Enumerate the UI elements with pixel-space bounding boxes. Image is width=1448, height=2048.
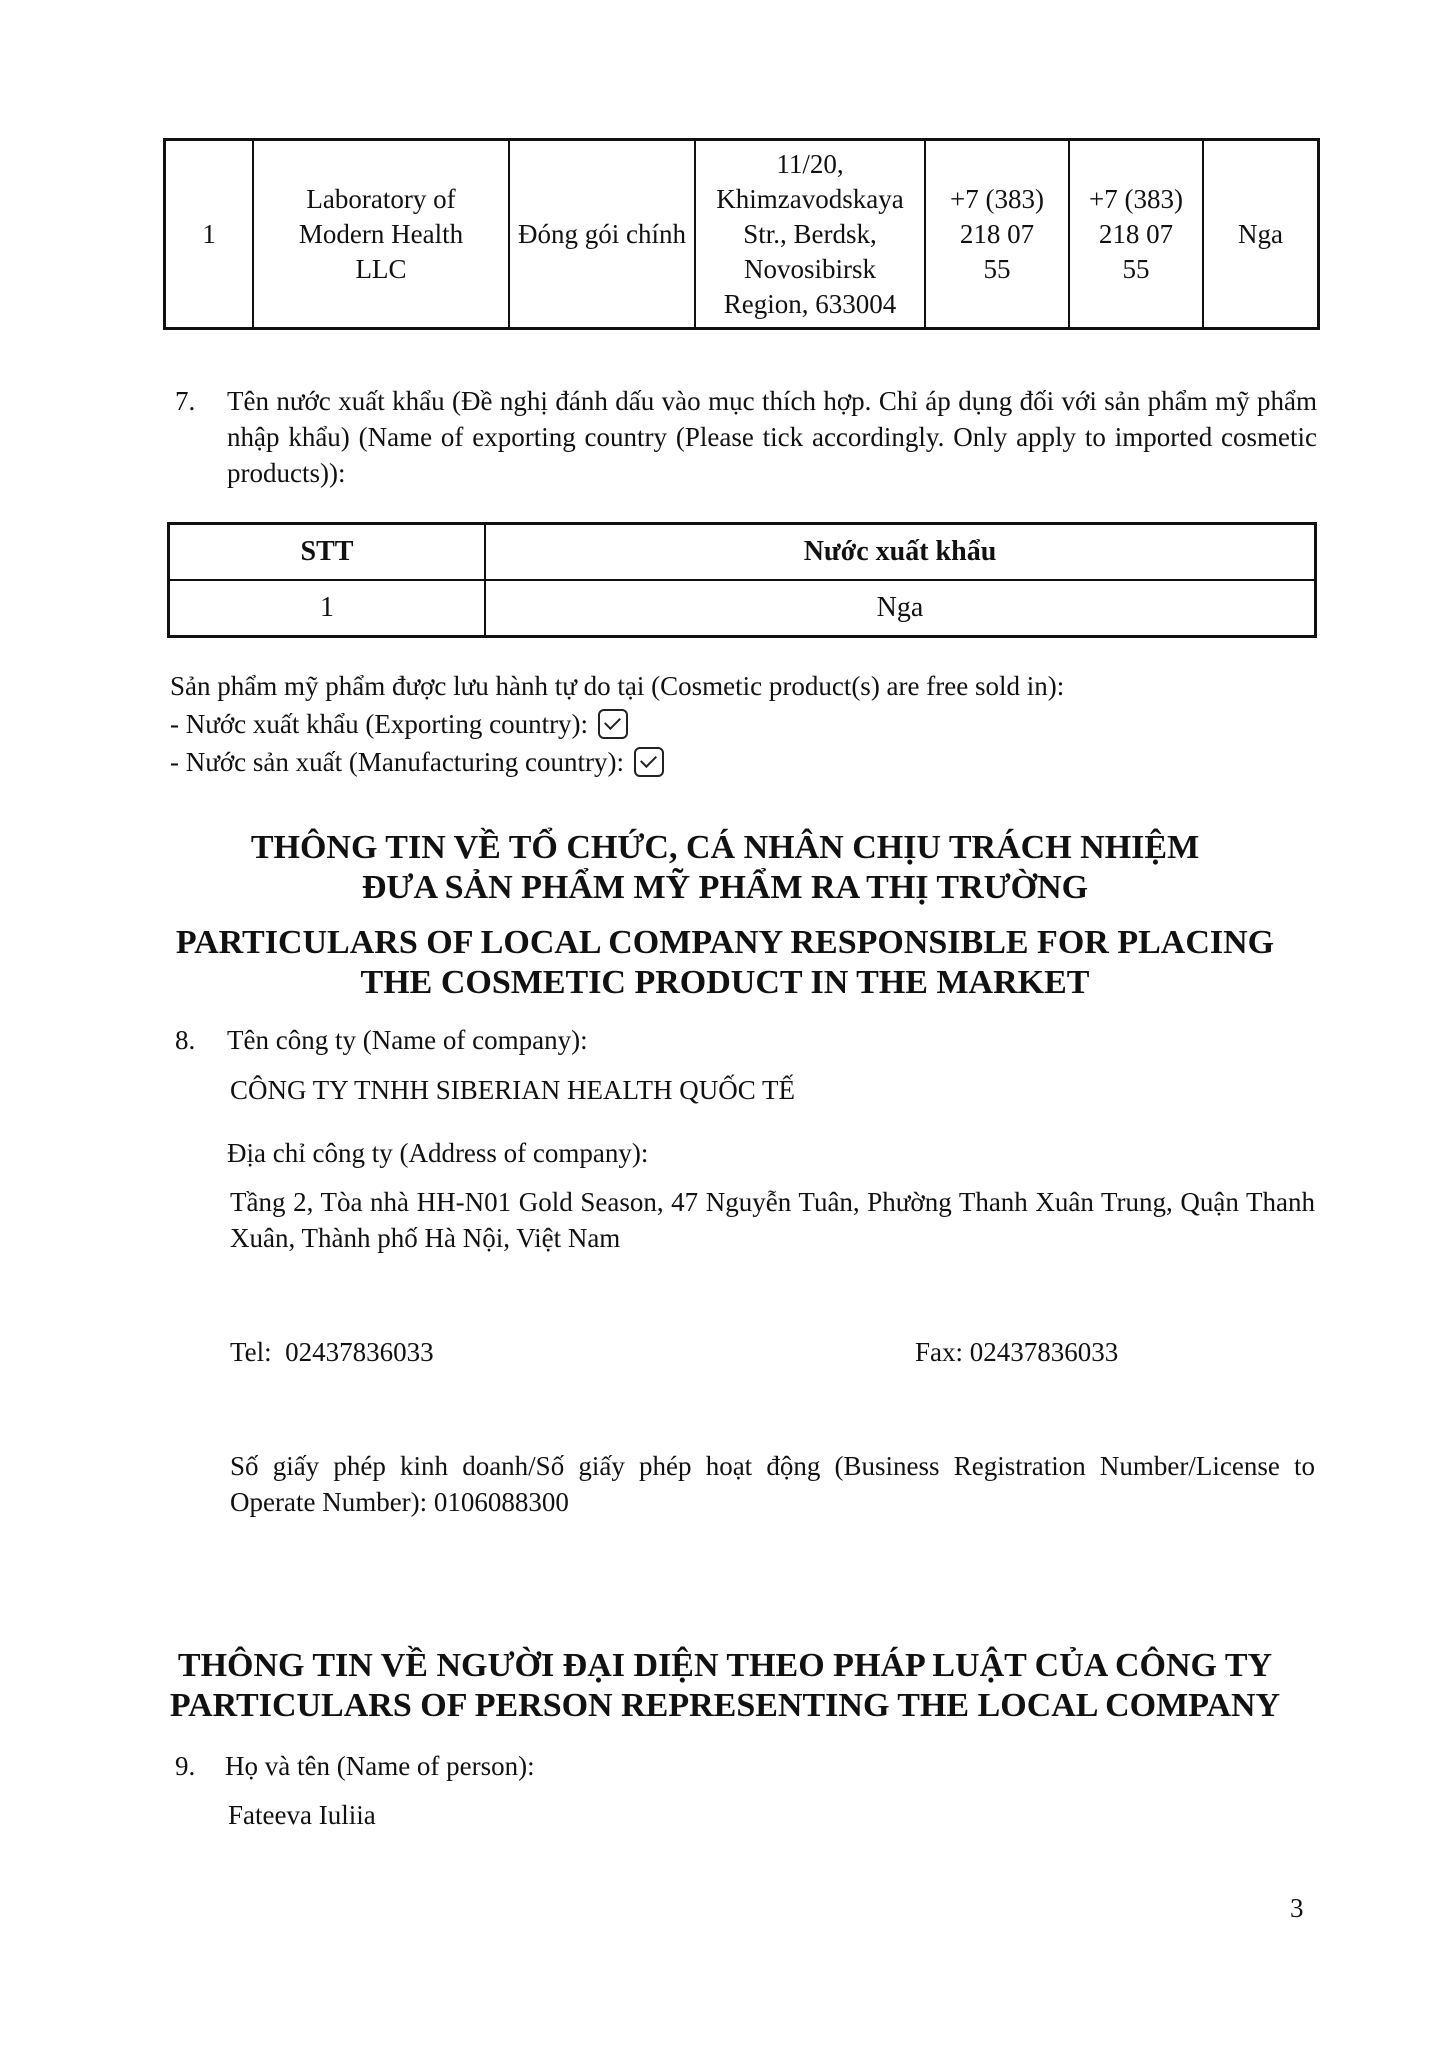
manufacturer-fax: +7 (383) 218 07 55 [1069,140,1203,329]
table-row [165,140,1319,329]
free-sale-exporting-label: - Nước xuất khẩu (Exporting country): [170,709,589,739]
export-row-number: 1 [169,580,486,637]
heading-person-vi: THÔNG TIN VỀ NGƯỜI ĐẠI DIỆN THEO PHÁP LUẬT CỦA CÔNG TY [177,1647,1273,1684]
heading-company-en-line1: PARTICULARS OF LOCAL COMPANY RESPONSIBLE FOR PLACING [175,924,1275,961]
company-address-label: Địa chỉ công ty (Address of company): [227,1138,649,1168]
manufacturer-name: Laboratory of Modern Health LLC [253,140,509,329]
section7-number: 7. [175,386,196,416]
table-header-row [169,524,1316,581]
manufacturer-country: Nga [1203,140,1319,329]
heading-company-en-line2: THE COSMETIC PRODUCT IN THE MARKET [360,964,1090,1001]
heading-company-vi-line1: THÔNG TIN VỀ TỔ CHỨC, CÁ NHÂN CHỊU TRÁCH NHIỆM [250,829,1200,866]
export-country-table [167,522,1317,638]
company-fax: Fax: 02437836033 [915,1337,1119,1367]
heading-person-en: PARTICULARS OF PERSON REPRESENTING THE LOCAL COMPANY [169,1687,1281,1724]
manufacturer-phone: +7 (383) 218 07 55 [925,140,1069,329]
free-sale-manufacturing [170,744,664,780]
header-export-country: Nước xuất khẩu [485,524,1316,581]
page-number: 3 [1290,1893,1304,1923]
company-tel: Tel: 02437836033 [230,1337,434,1367]
heading-company-en [150,923,1300,1003]
manufacturer-table [163,138,1320,330]
manufacturer-role: Đóng gói chính [509,140,695,329]
checked-checkbox-icon [598,709,628,739]
section8-number: 8. [175,1025,196,1055]
heading-company-vi-line2: ĐƯA SẢN PHẨM MỸ PHẨM RA THỊ TRƯỜNG [361,869,1089,906]
section9-number: 9. [175,1751,196,1781]
header-stt: STT [169,524,486,581]
company-name-label: Tên công ty (Name of company): [227,1025,588,1055]
free-sale-intro: Sản phẩm mỹ phẩm được lưu hành tự do tại (Cosmetic product(s) are free sold in): [170,671,1065,701]
checked-checkbox-icon [634,747,664,777]
export-row-country: Nga [485,580,1316,637]
person-name-label: Họ và tên (Name of person): [225,1751,535,1781]
heading-company-vi [150,828,1300,908]
manufacturer-address: 11/20, Khimzavodskaya Str., Berdsk, Novosibirsk Region, 633004 [695,140,925,329]
free-sale-manufacturing-label: - Nước sản xuất (Manufacturing country): [170,747,625,777]
table-row [169,580,1316,637]
heading-person [150,1646,1300,1726]
company-name: CÔNG TY TNHH SIBERIAN HEALTH QUỐC TẾ [230,1075,796,1105]
section7-text: Tên nước xuất khẩu (Đề nghị đánh dấu vào mục thích hợp. Chỉ áp dụng đối với sản phẩm mỹ phẩm nhập khẩu) (Name of exporting country (Please tick accordingly. Only apply to imported cosmetic products)): [227,386,1317,488]
business-license: Số giấy phép kinh doanh/Số giấy phép hoạt động (Business Registration Number/License to Operate Number): 0106088300 [230,1451,1315,1517]
person-name: Fateeva Iuliia [228,1800,376,1830]
company-address: Tầng 2, Tòa nhà HH-N01 Gold Season, 47 Nguyễn Tuân, Phường Thanh Xuân Trung, Quận Thanh Xuân, Thành phố Hà Nội, Việt Nam [230,1187,1315,1253]
free-sale-exporting [170,706,628,742]
row-number: 1 [165,140,254,329]
